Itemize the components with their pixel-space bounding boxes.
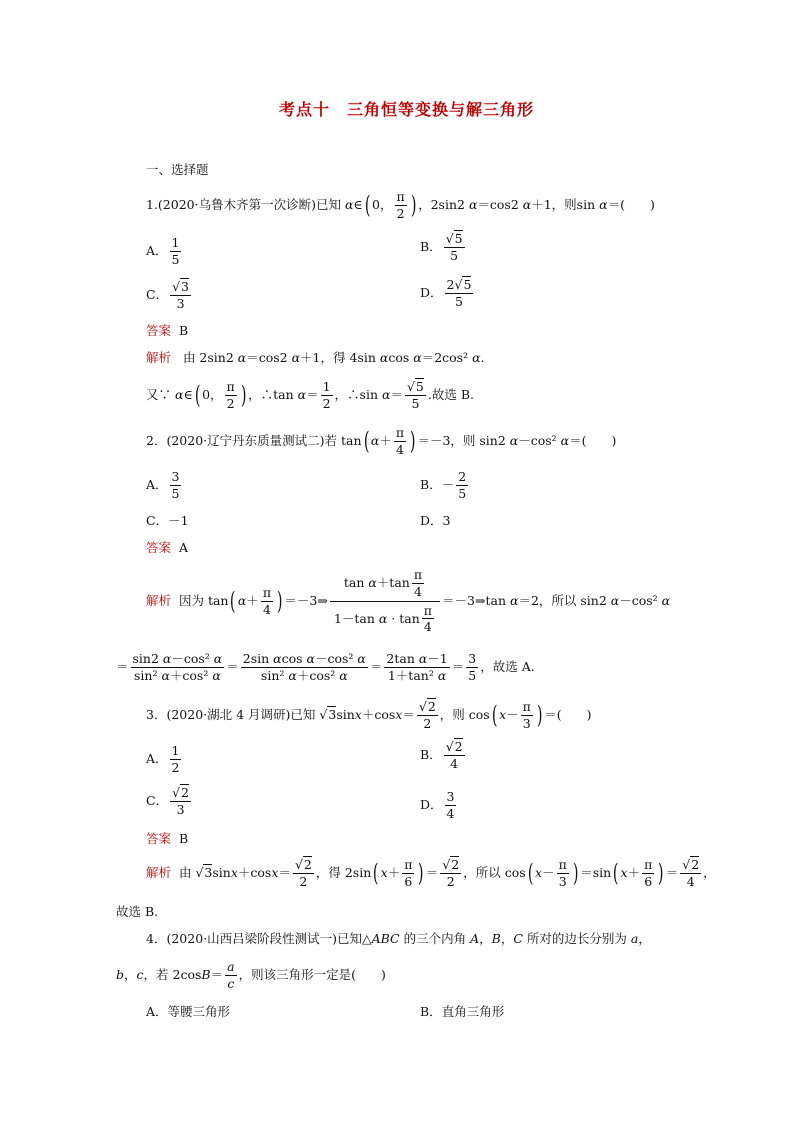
q3-analysis-line1: 解析 由 √3sinx＋cosx＝ $\frac{√2}{2}$ ，得 2sin( x＋ $\frac{\pi}{6}$ ) ＝ $\frac{√2}{2}$ ，所以 cos( x－ $\frac{\pi}{3}$ ) ＝sin( x＋ $\frac{\pi}{6}$ ) ＝ $\frac{√2}{4}$ ， [146, 857, 716, 889]
q2-option-b-value: $\frac{2}{5}$ [458, 469, 467, 501]
q1-option-a-value: $\frac{1}{5}$ [171, 235, 180, 267]
q3-option-b[interactable] [420, 740, 467, 771]
q3-analysis-label: 解析 [146, 865, 172, 880]
q1-analysis-line2: 又∵ α∈( 0， $\frac{\pi}{2}$ ) ，∴tan α＝ $\frac{1}{2}$ ，∴sin α＝ $\frac{√5}{5}$ .故选 B. [146, 379, 474, 411]
q4-stem-line2: b，c，若 2cosB＝ $\frac{a}{c}$ ，则该三角形一定是( ) [116, 959, 386, 991]
q3-answer-label: 答案 [146, 831, 172, 846]
q1-lead: 1.(2020·乌鲁木齐第一次诊断)已知 [146, 197, 341, 212]
q3-option-a-label: A． [146, 751, 168, 766]
q3-answer [146, 833, 188, 846]
q3-lead: 3．(2020·湖北 4 月调研)已知 [146, 707, 316, 722]
q3-option-b-label: B． [420, 747, 442, 762]
q1-option-c-value: $\frac{√3}{3}$ [172, 279, 189, 311]
q3-option-c-label: C． [146, 793, 169, 808]
q1-option-b[interactable] [420, 232, 467, 263]
q4-option-a-value: 等腰三角形 [167, 1004, 231, 1019]
q2-answer-value: A [178, 540, 188, 555]
q2-option-b[interactable]: B． － $\frac{2}{5}$ [420, 469, 467, 501]
q4-option-a[interactable] [146, 1006, 230, 1019]
q1-answer [146, 325, 188, 338]
q2-option-c-label: C． [146, 513, 169, 528]
q1-analysis-label: 解析 [146, 350, 172, 365]
q4-stem-line1: 4．(2020·山西吕梁阶段性测试一)已知△ABC 的三个内角 A，B，C 所对的边长分别为 a， [146, 931, 651, 946]
q3-option-a-value: $\frac{1}{2}$ [171, 743, 180, 775]
q1-option-d-value: $\frac{2√5}{5}$ [446, 277, 472, 309]
q2-lead: 2．(2020·辽宁丹东质量测试二)若 [146, 433, 337, 448]
q1-option-d[interactable] [420, 278, 475, 309]
q3-option-b-value: $\frac{√2}{4}$ [445, 739, 463, 771]
q2-option-b-label: B． [420, 477, 442, 492]
section-heading: 一、选择题 [146, 162, 209, 177]
page-title: 考点十 三角恒等变换与解三角形 [279, 100, 535, 119]
q3-option-a[interactable] [146, 744, 183, 775]
q1-option-b-label: B． [420, 239, 442, 254]
q2-analysis-label: 解析 [146, 592, 172, 608]
q2-option-d-label: D． [420, 513, 443, 528]
q2-answer-label: 答案 [146, 540, 172, 555]
q3-option-c[interactable] [146, 786, 193, 817]
q3-option-c-value: $\frac{√2}{3}$ [172, 785, 189, 817]
q2-option-d[interactable] [420, 515, 450, 528]
q2-analysis-line1: 解析 因为 tan( α＋ $\frac{\pi}{4}$ ) ＝－3⇒ tan α＋tan $\frac{\pi}{4}$ 1－tan α · tan $\frac{\pi}{4}$ ＝－3⇒tan α＝2，所以 sin2 α－cos² α [146, 567, 671, 635]
q2-option-a-label: A． [146, 477, 168, 492]
q1-condition: α∈( 0， $\frac{\pi}{2}$ ) [344, 189, 417, 221]
q1-option-c-label: C． [146, 287, 169, 302]
q3-answer-value: B [178, 831, 189, 846]
q2-answer [146, 542, 188, 555]
q3-option-d[interactable] [420, 790, 458, 821]
q1-analysis-line1 [146, 352, 485, 365]
q1-rest: ，2sin2 α＝cos2 α＋1，则sin α＝( ) [418, 197, 655, 212]
q4-option-b-value: 直角三角形 [441, 1004, 505, 1019]
q1-option-a[interactable] [146, 236, 183, 267]
q2-stem: 2．(2020·辽宁丹东质量测试二)若 tan( α＋ $\frac{\pi}{4}$ ) ＝－3，则 sin2 α－cos² α＝( ) [146, 425, 617, 457]
q1-option-b-value: $\frac{√5}{5}$ [445, 231, 463, 263]
q2-option-c[interactable] [146, 515, 189, 528]
q1-stem [146, 190, 655, 221]
q1-option-a-label: A． [146, 243, 168, 258]
q2-analysis-line2: ＝ $\frac{\text{sin2 α－cos² α}}{\text{sin² α＋cos² α}}$ ＝ $\frac{\text{2sin αcos α－cos² α}}{\text{sin² α＋cos² α}}$ ＝ $\frac{\text{2tan α－1}}{\text{1＋tan² α}}$ ＝ $\frac{3}{5}$ ，故选 A. [116, 651, 535, 683]
q1-answer-value: B [178, 323, 189, 338]
q3-option-d-label: D． [420, 797, 443, 812]
q4-option-b[interactable] [420, 1006, 504, 1019]
q3-option-d-value: $\frac{3}{4}$ [446, 789, 455, 821]
q2-option-a-value: $\frac{3}{5}$ [171, 469, 180, 501]
q3-analysis-line2: 故选 B. [116, 904, 159, 919]
q1-answer-label: 答案 [146, 323, 172, 338]
q4-option-a-label: A． [146, 1004, 168, 1019]
q3-stem: 3．(2020·湖北 4 月调研)已知 √3sinx＋cosx＝ $\frac{√2}{2}$ ，则 cos( x－ $\frac{\pi}{3}$ ) ＝( ) [146, 699, 592, 731]
q2-option-a[interactable] [146, 470, 183, 501]
q1-option-c[interactable] [146, 280, 193, 311]
q1-analysis-text1: 由 2sin2 α＝cos2 α＋1，得 4sin αcos α＝2cos² α. [182, 350, 485, 365]
q2-option-c-value: －1 [168, 513, 189, 528]
q4-option-b-label: B． [420, 1004, 442, 1019]
q1-option-d-label: D． [420, 285, 443, 300]
q2-option-d-value: 3 [442, 513, 451, 528]
